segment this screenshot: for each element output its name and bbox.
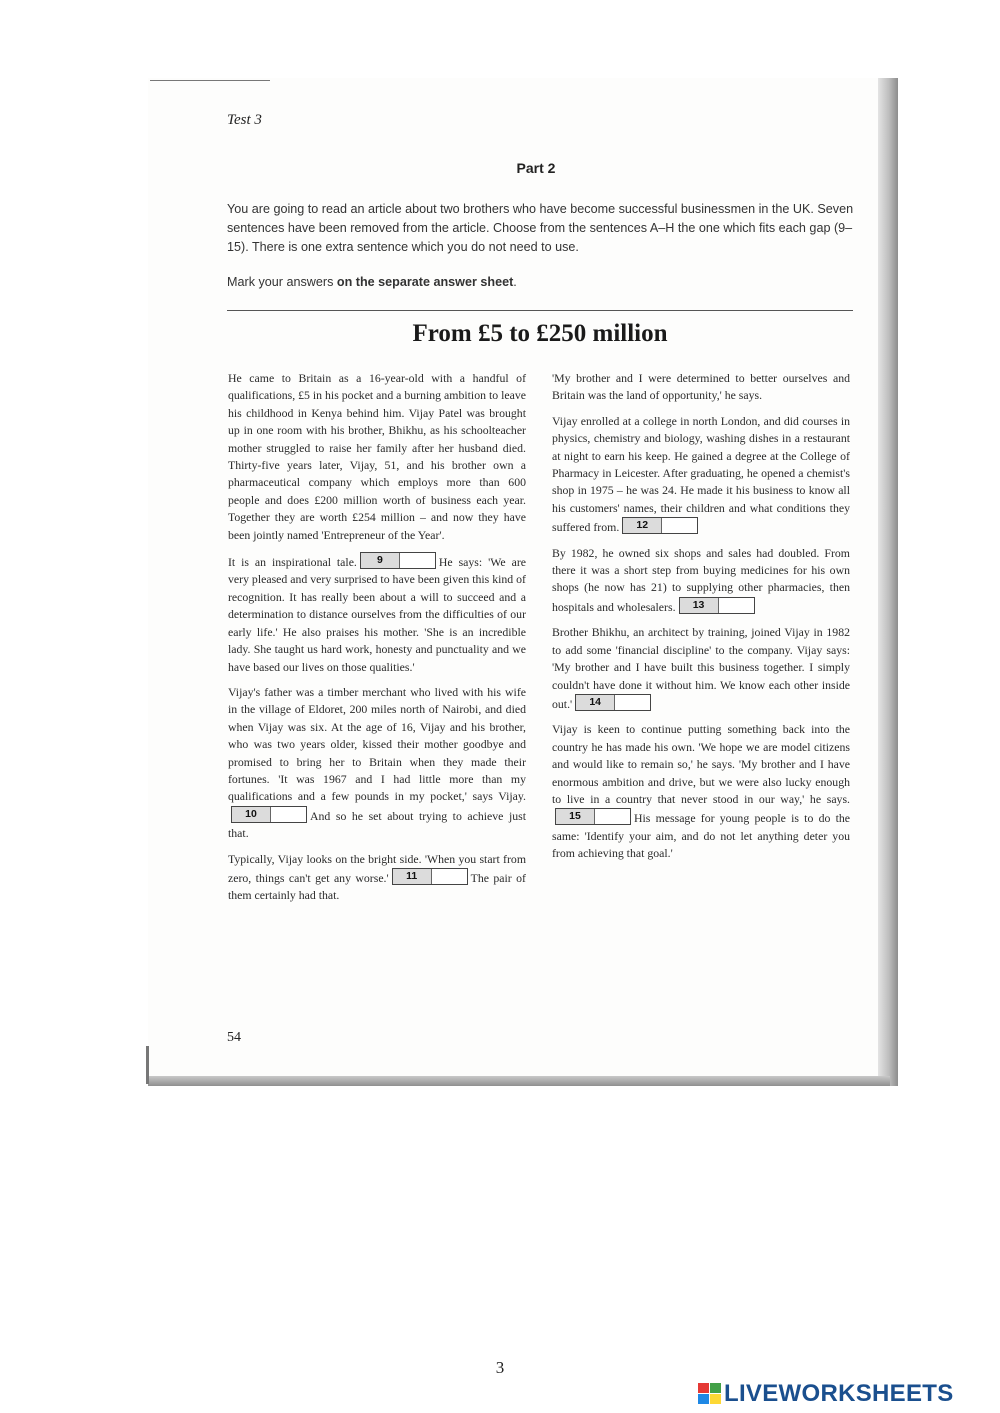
- mark-bold: on the separate answer sheet: [336, 275, 514, 289]
- sheet-page-number: 3: [495, 1358, 505, 1377]
- top-rule: [150, 80, 270, 81]
- mark-instruction: [227, 275, 517, 289]
- liveworksheets-wordmark: LIVEWORKSHEETS: [724, 1380, 954, 1407]
- paragraph: He came to Britain as a 16-year-old with a handful of qualifications, £5 in his pocket and a burning ambition to leave his childhood in Kenya behind him. Vijay Patel was brought up in one room with his brother, Bhikhu, as his schoolteacher mother struggled to raise her family after her husband died. Thirty-five years later, Vijay, 51, and his brother own a pharmaceutical company which employs more than 600 people and does £200 million worth of business each year. Together they are worth £254 million – and now they have been jointly named 'Entrepreneur of the Year'.: [228, 371, 526, 542]
- running-title: Test 3: [227, 112, 262, 128]
- mark-prefix: Mark your answers: [227, 275, 337, 289]
- paragraph: [552, 624, 850, 713]
- gap-number: 11: [393, 869, 432, 884]
- paragraph: [552, 721, 850, 862]
- paragraph: [228, 552, 526, 676]
- paragraph-text: Vijay is keen to continue putting something back into the country he has made his own. 'We hope we are model citizens and would like to remain so,' he says. 'My brother and I have enormous ambition and drive, but we were also lucky enough to live in a country that never stood in our way,' he says.: [552, 722, 850, 806]
- part-heading: Part 2: [516, 160, 556, 176]
- paragraph: [228, 684, 526, 843]
- paragraph-text: Brother Bhikhu, an architect by training, joined Vijay in 1982 to add some 'financial discipline' to the company. Vijay says: 'My brother and I have built this business together. I simply couldn't have done it without him. We know each other inside out.': [552, 625, 850, 711]
- article-column-right: [552, 370, 850, 871]
- answer-gap-14[interactable]: [575, 694, 651, 711]
- article-column-left: [228, 370, 526, 913]
- answer-gap-15[interactable]: [555, 808, 631, 825]
- paragraph-text: It is an inspirational tale.: [228, 555, 357, 570]
- page-edge-left: [146, 1046, 149, 1084]
- book-page-number: 54: [227, 1030, 241, 1045]
- liveworksheets-icon: [698, 1383, 722, 1405]
- answer-gap-11[interactable]: [392, 868, 468, 885]
- gap-number: 9: [361, 553, 400, 568]
- paragraph: [552, 545, 850, 617]
- gap-number: 13: [680, 598, 719, 613]
- gap-number: 10: [232, 807, 271, 822]
- gap-number: 15: [556, 809, 595, 824]
- paragraph-text: The pair of them certainly had that.: [228, 870, 526, 903]
- paragraph-text: His message for young people is to do the same: 'Identify your aim, and do not let anything deter you from achieving that goal.': [552, 811, 850, 861]
- page-edge-bottom: [148, 1076, 890, 1086]
- answer-gap-12[interactable]: [622, 517, 698, 534]
- paragraph: 'My brother and I were determined to better ourselves and Britain was the land of opportunity,' he says.: [552, 371, 850, 403]
- paragraph-text: Typically, Vijay looks on the bright side. 'When you start from zero, things can't get any worse.': [228, 851, 526, 885]
- paragraph-text: He says: 'We are very pleased and very surprised to have been given this kind of recognition. It has really been about a will to succeed and a determination to distance ourselves from the difficulties of our early life.' He also praises his mother. 'She is an incredible lady. She taught us hard work, honesty and punctuality and we have based our lives on those qualities.': [228, 555, 526, 674]
- paragraph: [552, 413, 850, 537]
- paragraph-text: And so he set about trying to achieve just that.: [228, 808, 526, 841]
- gap-number: 14: [576, 695, 615, 710]
- paragraph-text: Vijay enrolled at a college in north London, and did courses in physics, chemistry and biology, washing dishes in a restaurant at night to earn his keep. He gained a degree at the College of Pharmacy in Leicester. After graduating, he opened a chemist's shop in 1975 – he was 24. He made it his business to know all his customers' names, their children and what conditions they suffered from.: [552, 413, 850, 535]
- page-edge-right: [878, 78, 898, 1086]
- paragraph-text: By 1982, he owned six shops and sales had doubled. From there it was a short step from buying medicines for his own shops (he now has 21) to supplying other pharmacies, then hospitals and wholesalers.: [552, 545, 850, 614]
- liveworksheets-logo[interactable]: [698, 1380, 954, 1408]
- instructions: You are going to read an article about two brothers who have become successful businessmen in the UK. Seven sentences have been removed from the article. Choose from the sentences A–H the one which fits each gap (9–15). There is one extra sentence which you do not need to use.: [227, 202, 854, 254]
- article-title: From £5 to £250 million: [412, 320, 668, 347]
- answer-gap-9[interactable]: [360, 552, 436, 569]
- title-rule: [227, 310, 853, 311]
- mark-suffix: .: [513, 275, 517, 289]
- paragraph-text: Vijay's father was a timber merchant who lived with his wife in the village of Eldoret, 200 miles north of Nairobi, and died when Vijay was six. At the age of 16, Vijay and his brother, who was two years older, kissed their mother goodbye and promised to bring her to Britain when they made their fortunes. 'It was 1967 and I had little more than my qualifications and a few pounds in my pocket,' says Vijay.: [228, 684, 526, 804]
- gap-number: 12: [623, 518, 662, 533]
- answer-gap-13[interactable]: [679, 597, 755, 614]
- paragraph: [228, 851, 526, 905]
- answer-gap-10[interactable]: [231, 806, 307, 823]
